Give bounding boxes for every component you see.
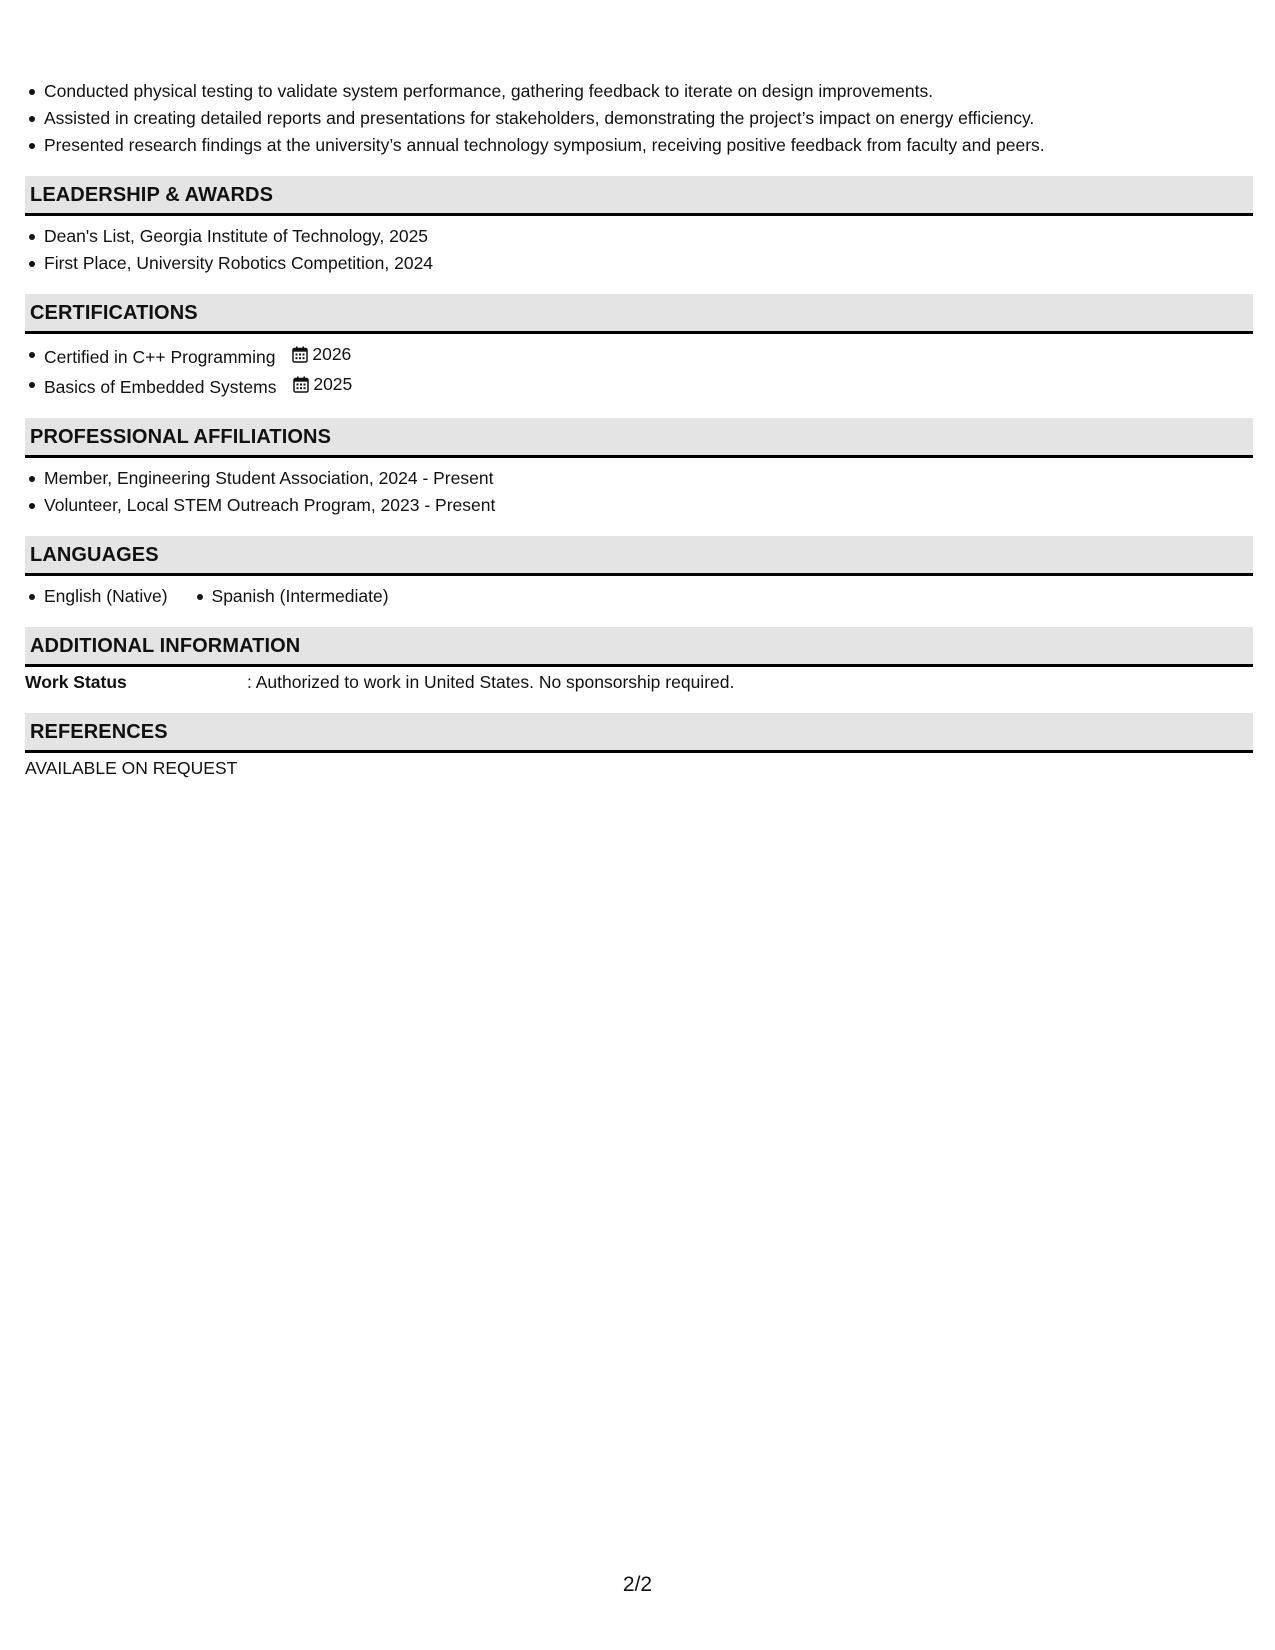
certification-name: Certified in C++ Programming <box>44 347 276 367</box>
work-status-label: Work Status <box>25 672 127 692</box>
list-item: Assisted in creating detailed reports and presentations for stakeholders, demonstrating the project’s impact on energy efficiency. <box>44 105 1253 132</box>
list-item: First Place, University Robotics Competition, 2024 <box>44 250 1253 277</box>
section-title: CERTIFICATIONS <box>25 294 1253 334</box>
references-text: AVAILABLE ON REQUEST <box>25 758 238 778</box>
experience-bullet-list <box>25 78 1253 159</box>
work-status-row <box>25 667 1253 696</box>
list-item: English (Native) <box>44 583 168 610</box>
certification-year: 2025 <box>313 374 353 394</box>
list-item: Conducted physical testing to validate system performance, gathering feedback to iterate on design improvements. <box>44 78 1253 105</box>
list-item: Spanish (Intermediate) <box>212 583 389 610</box>
certifications-list <box>25 341 1253 401</box>
list-item: Volunteer, Local STEM Outreach Program, 2023 - Present <box>44 492 1253 519</box>
list-item: Presented research findings at the university’s annual technology symposium, receiving positive feedback from faculty and peers. <box>44 132 1253 159</box>
list-item: Dean's List, Georgia Institute of Technology, 2025 <box>44 223 1253 250</box>
additional-information-section <box>25 627 1253 696</box>
languages-list <box>25 583 1253 610</box>
calendar-icon <box>293 376 309 393</box>
section-title: LANGUAGES <box>25 536 1253 576</box>
list-item <box>44 341 1253 371</box>
work-status-value: : Authorized to work in United States. No sponsorship required. <box>247 672 735 692</box>
section-title: ADDITIONAL INFORMATION <box>25 627 1253 667</box>
leadership-list <box>25 223 1253 277</box>
leadership-section <box>25 176 1253 277</box>
certification-year: 2026 <box>312 344 352 364</box>
affiliations-section <box>25 418 1253 519</box>
certification-date <box>292 341 351 368</box>
section-title: LEADERSHIP & AWARDS <box>25 176 1253 216</box>
certification-date <box>293 371 352 398</box>
list-item <box>44 371 1253 401</box>
certification-name: Basics of Embedded Systems <box>44 377 277 397</box>
section-title: PROFESSIONAL AFFILIATIONS <box>25 418 1253 458</box>
affiliations-list <box>25 465 1253 519</box>
page-number: 2/2 <box>622 1573 653 1596</box>
certifications-section <box>25 294 1253 401</box>
resume-page <box>25 78 1253 782</box>
section-title: REFERENCES <box>25 713 1253 753</box>
calendar-icon <box>292 346 308 363</box>
list-item: Member, Engineering Student Association, 2024 - Present <box>44 465 1253 492</box>
languages-section <box>25 536 1253 610</box>
references-section <box>25 713 1253 782</box>
